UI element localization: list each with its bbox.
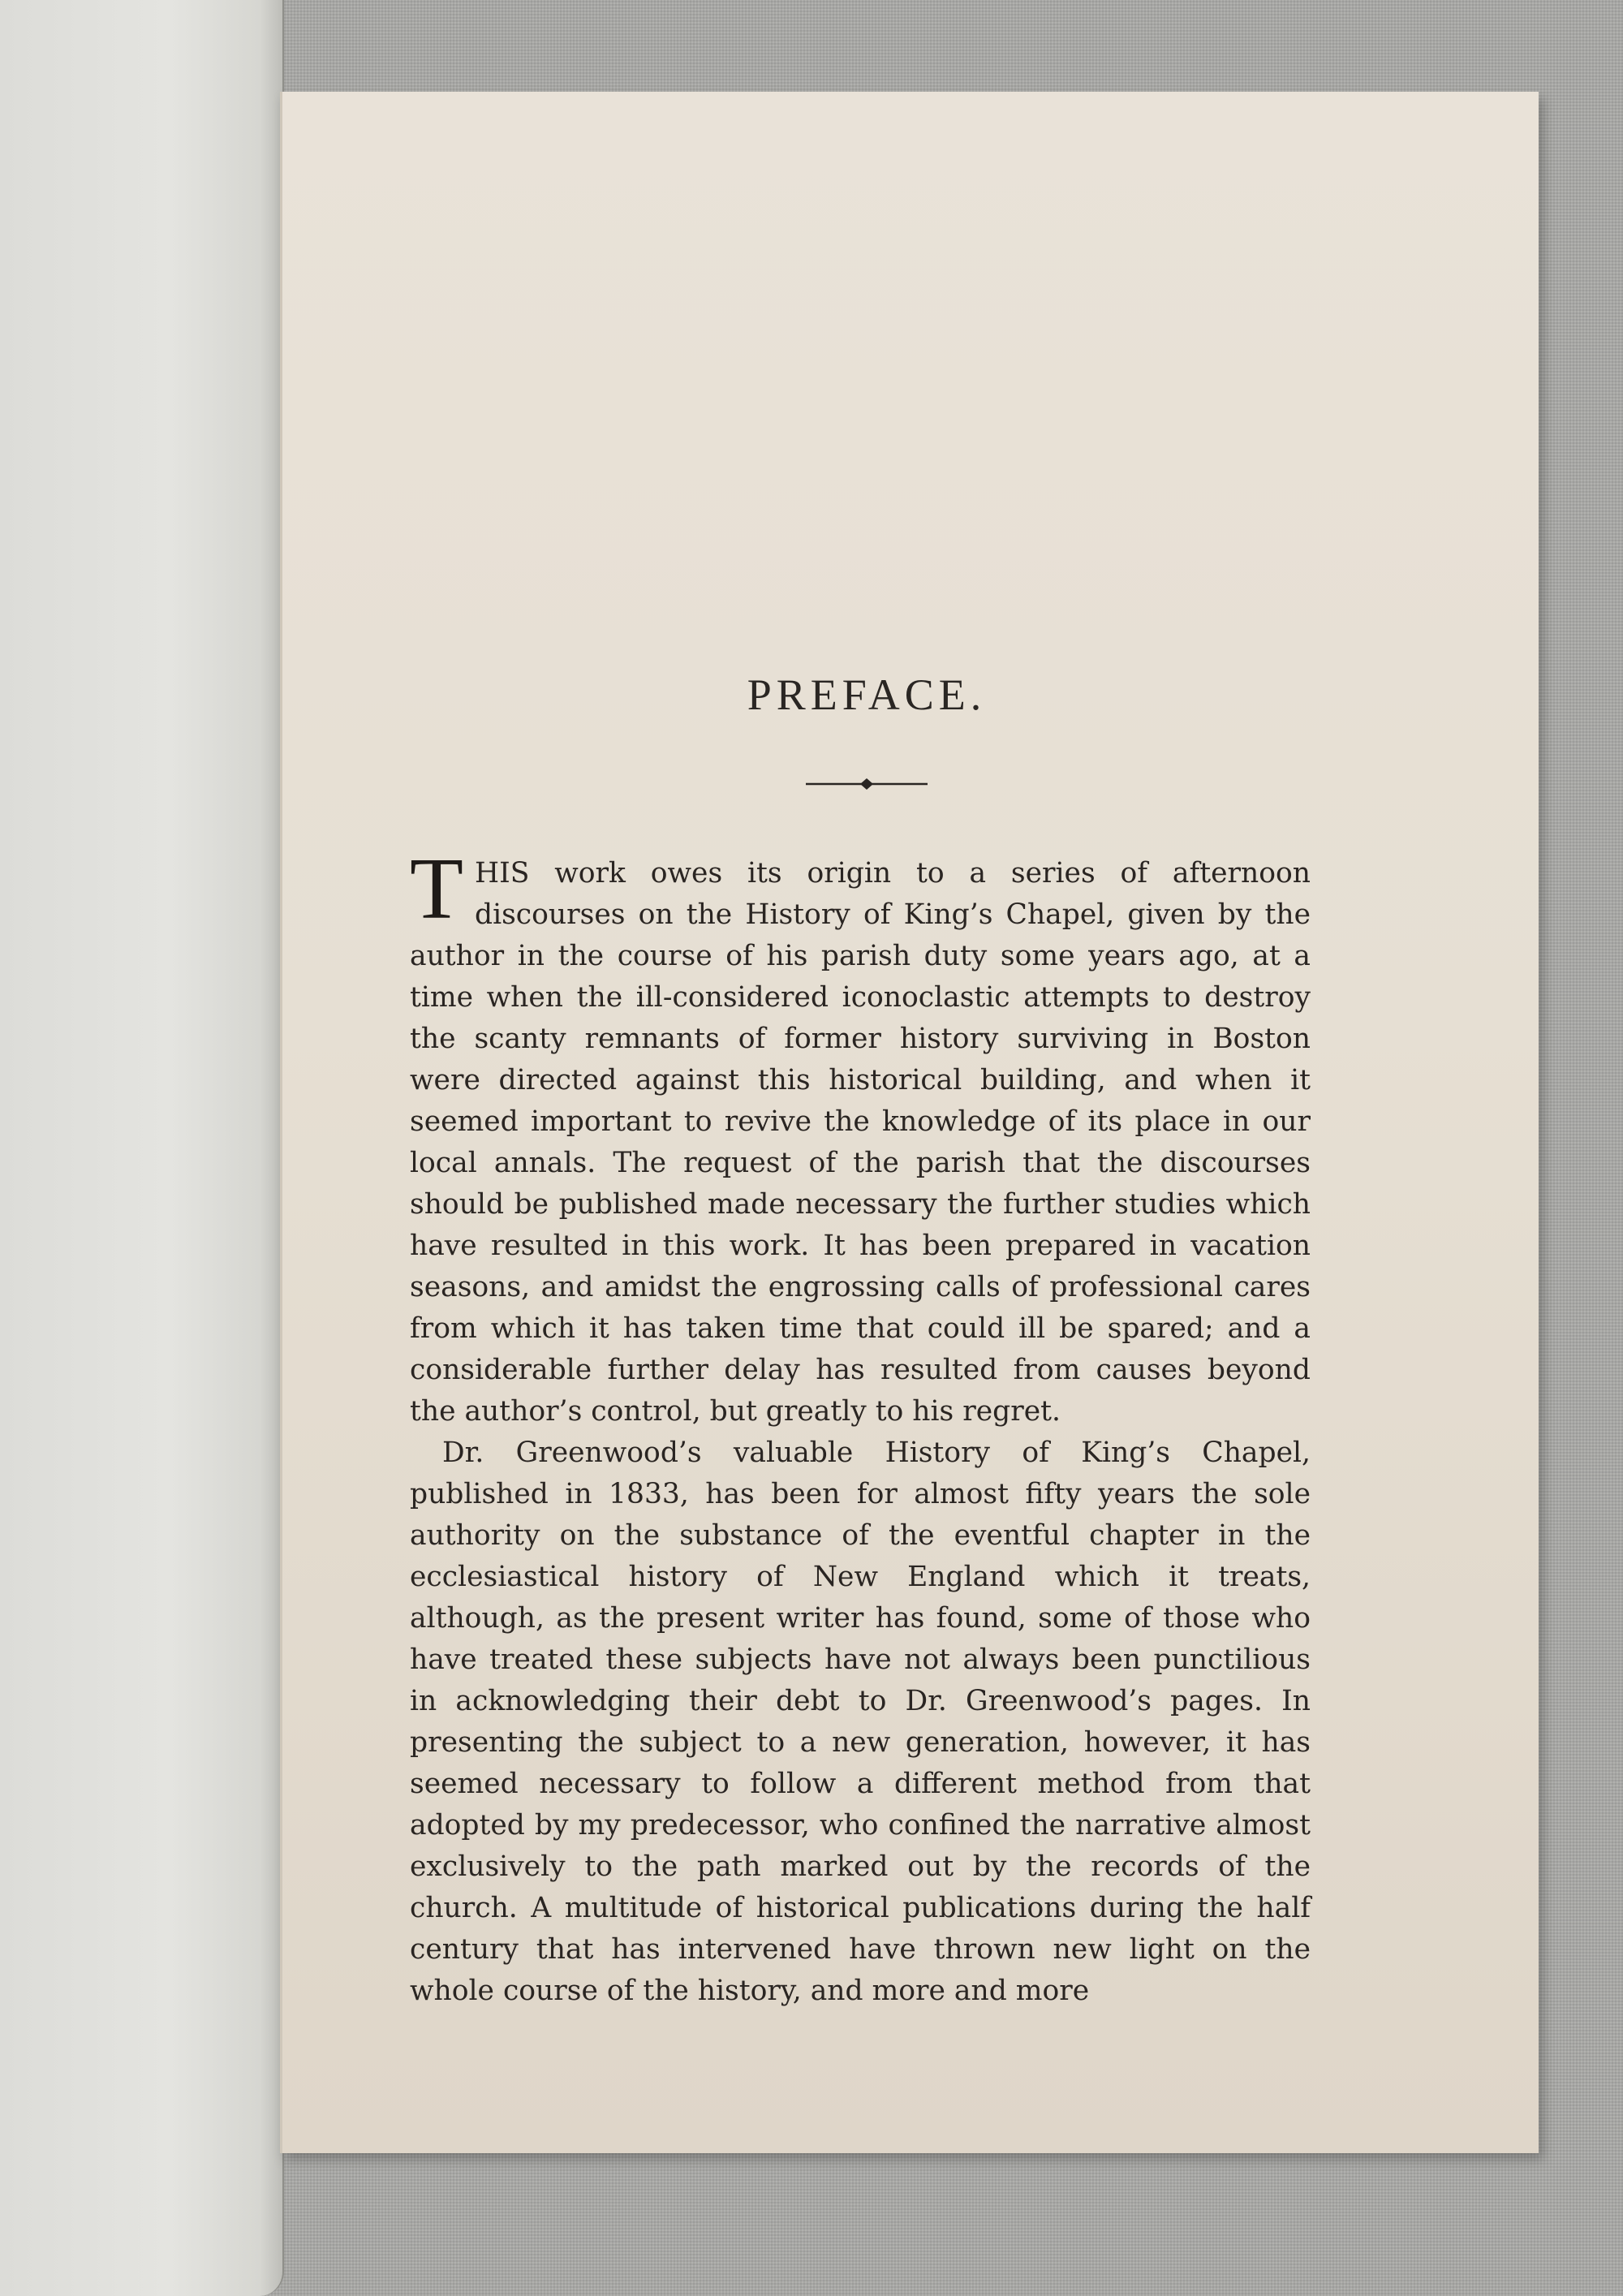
paragraph xyxy=(410,1432,1311,2012)
paragraph-lead: HIS xyxy=(474,857,530,890)
paragraph-text: Dr. Greenwood’s valuable History of King’s Chapel, published in 1833, has been for almost fifty years the sole authority on the substance of the eventful chapter in the ecclesiastical history of New England which it treats, although, as the present writer has found, some of those who have treated these subjects have not always been punctilious in acknowledging their debt to Dr. Greenwood’s pages. In presenting the subject to a new generation, however, it has seemed necessary to follow a different method from that adopted by my predecessor, who confined the narrative almost exclusively to the path marked out by the records of the church. A multitude of historical publications during the half century that has intervened have thrown new light on the whole course of the history, and more and more xyxy=(410,1437,1311,2007)
book-page xyxy=(280,92,1539,2153)
divider-ornament-icon xyxy=(806,775,928,793)
left-book-cover xyxy=(0,0,284,2296)
paragraph-text: work owes its origin to a series of afternoon discourses on the History of King’s Chapel, given by the author in the course of his parish duty some years ago, at a time when the ill-considered iconoclastic attempts to destroy the scanty remnants of former history surviving in Boston were directed against this historical building, and when it seemed important to revive the knowledge of its place in our local annals. The request of the parish that the discourses should be published made necessary the further studies which have resulted in this work. It has been prepared in vacation seasons, and amidst the engrossing calls of professional cares from which it has taken time that could ill be spared; and a considerable further delay has resulted from causes beyond the author’s control, but greatly to his regret. xyxy=(410,857,1311,1428)
page-title: PREFACE. xyxy=(747,670,987,719)
preface-body xyxy=(410,841,1311,2012)
paragraph xyxy=(410,841,1311,1432)
drop-cap: T xyxy=(410,841,463,937)
